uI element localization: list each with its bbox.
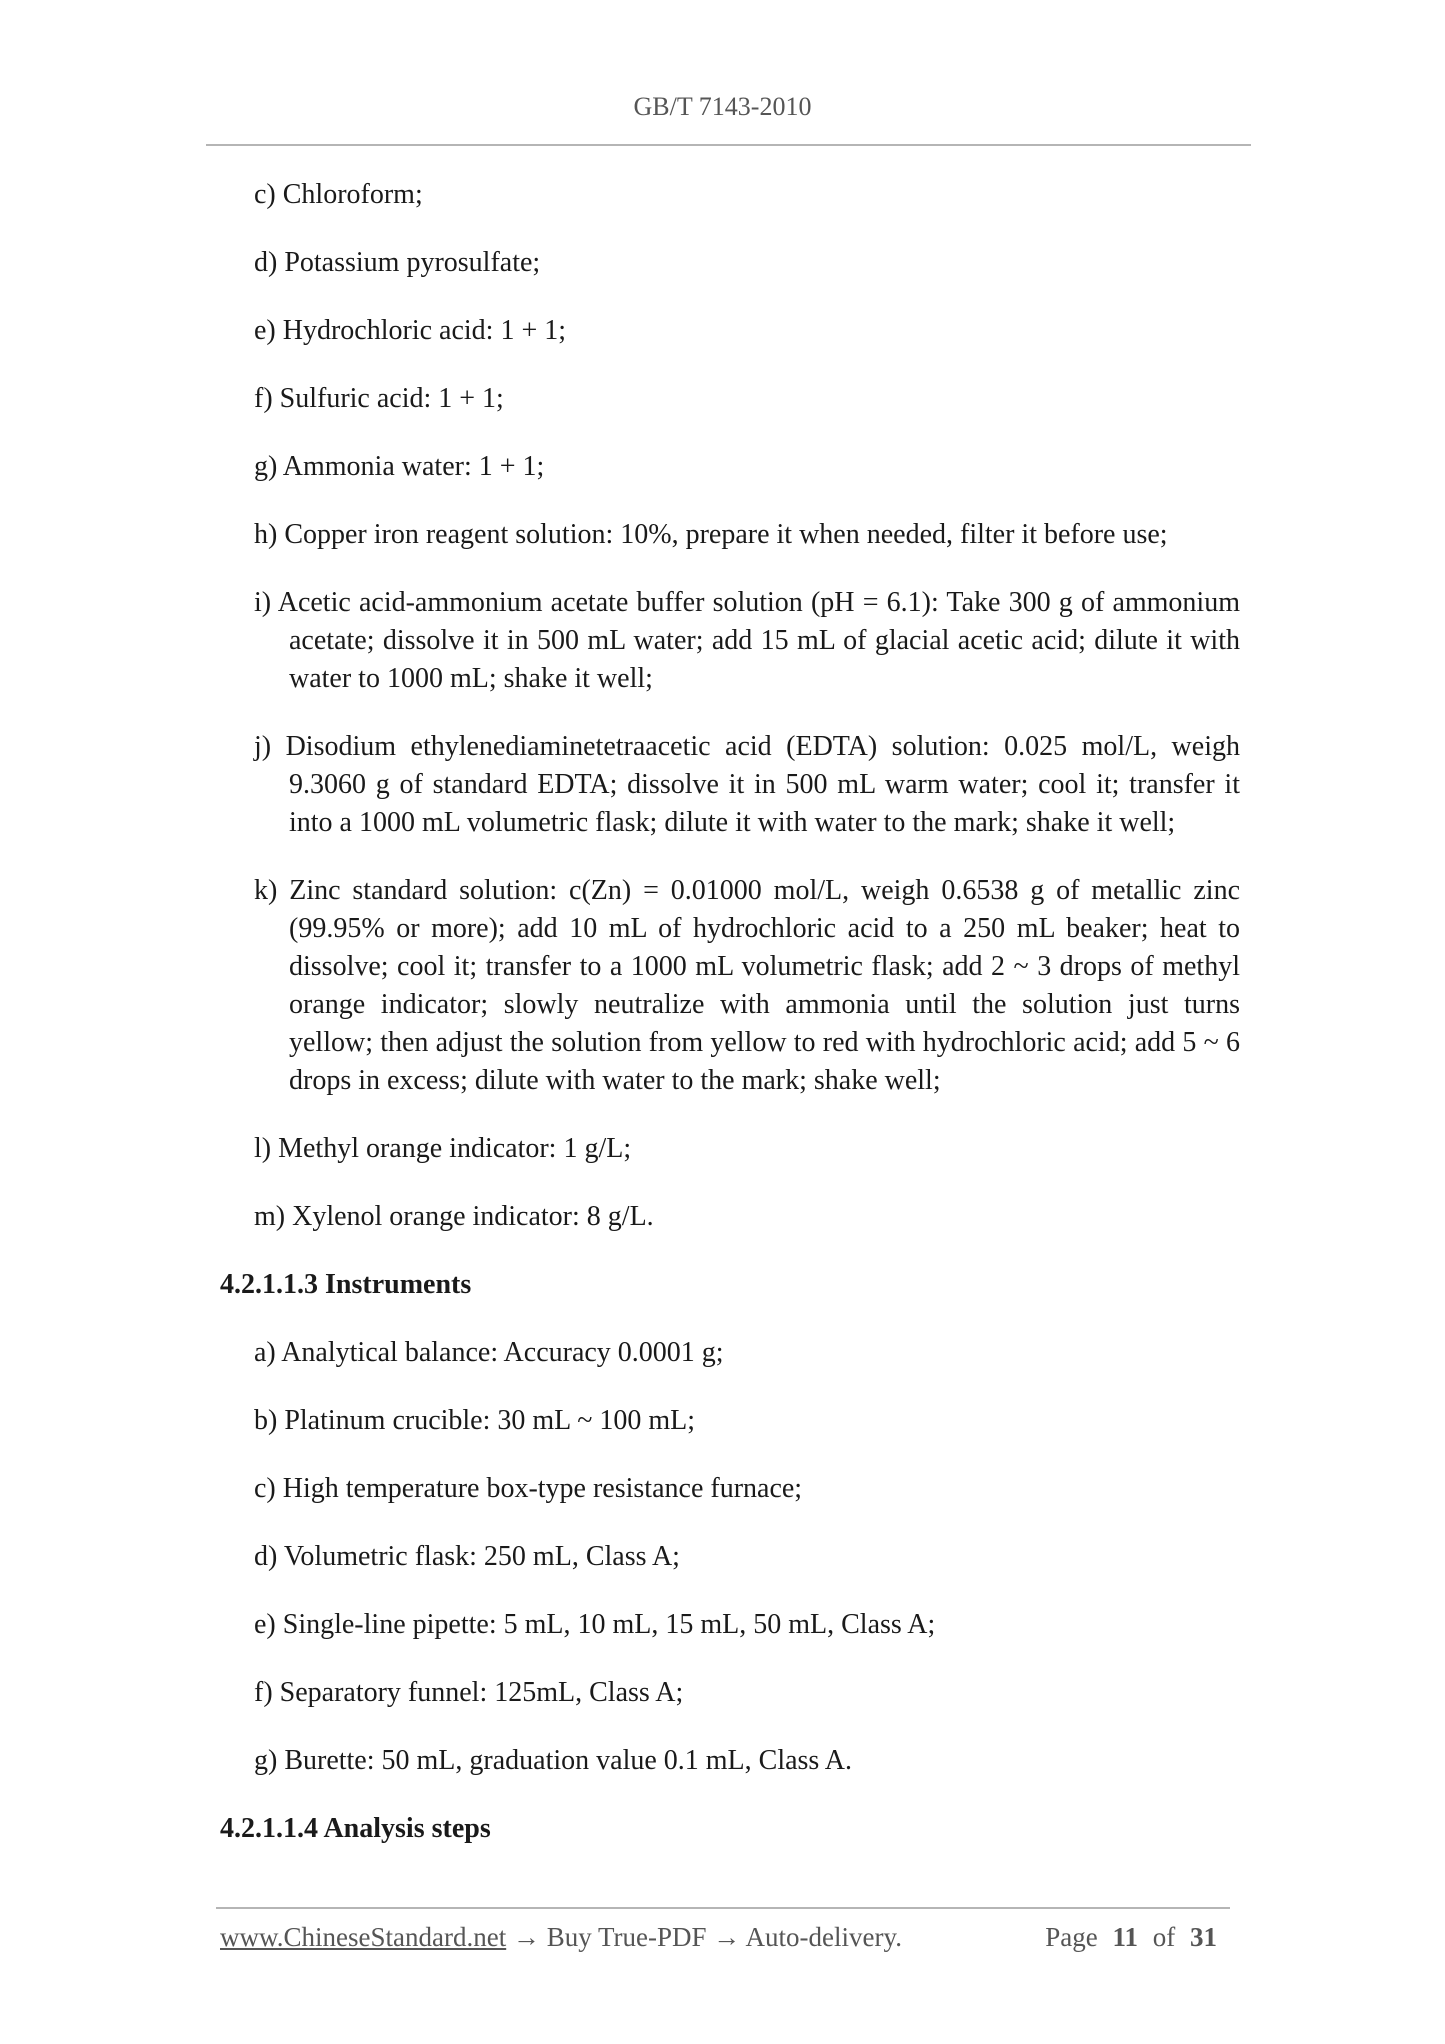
reagent-item-d: d) Potassium pyrosulfate;	[254, 247, 541, 278]
instrument-item-c: c) High temperature box-type resistance furnace;	[254, 1473, 803, 1504]
arrow-icon: →	[713, 1922, 741, 1952]
footer-left	[220, 1922, 902, 1953]
reagent-item-e: e) Hydrochloric acid: 1 + 1;	[254, 315, 567, 346]
header-divider	[206, 144, 1251, 146]
page-total: 31	[1190, 1922, 1217, 1952]
page-indicator	[1045, 1922, 1225, 1953]
arrow-icon: →	[512, 1922, 540, 1952]
document-body	[220, 176, 1240, 1878]
instrument-item-e: e) Single-line pipette: 5 mL, 10 mL, 15 mL, 50 mL, Class A;	[254, 1609, 936, 1640]
instrument-item-b: b) Platinum crucible: 30 mL ~ 100 mL;	[254, 1405, 696, 1436]
analysis-steps-heading: 4.2.1.1.4 Analysis steps	[220, 1813, 491, 1844]
document-header-title: GB/T 7143-2010	[633, 92, 812, 121]
buy-true-pdf-text: Buy True-PDF	[546, 1922, 707, 1952]
chinese-standard-link[interactable]: www.ChineseStandard.net	[220, 1922, 507, 1952]
instrument-item-g: g) Burette: 50 mL, graduation value 0.1 mL, Class A.	[254, 1745, 853, 1776]
reagent-item-f: f) Sulfuric acid: 1 + 1;	[254, 383, 504, 414]
reagent-item-i: i) Acetic acid-ammonium acetate buffer solution (pH = 6.1): Take 300 g of ammonium acetate; dissolve it in 500 mL water; add 15 mL of glacial acetic acid; dilute it with water to 1000 mL; shake it well;	[254, 587, 1240, 694]
reagent-item-k: k) Zinc standard solution: c(Zn) = 0.01000 mol/L, weigh 0.6538 g of metallic zinc (99.95% or more); add 10 mL of hydrochloric acid to a 250 mL beaker; heat to dissolve; cool it; transfer to a 1000 mL volumetric flask; add 2 ~ 3 drops of methyl orange indicator; slowly neutralize with ammonia until the solution just turns yellow; then adjust the solution from yellow to red with hydrochloric acid; add 5 ~ 6 drops in excess; dilute with water to the mark; shake well;	[254, 875, 1240, 1096]
instrument-item-f: f) Separatory funnel: 125mL, Class A;	[254, 1677, 684, 1708]
reagent-item-h: h) Copper iron reagent solution: 10%, prepare it when needed, filter it before use;	[254, 519, 1168, 550]
page-label: Page	[1045, 1922, 1098, 1952]
of-label: of	[1152, 1922, 1176, 1952]
instruments-heading: 4.2.1.1.3 Instruments	[220, 1269, 472, 1300]
reagent-item-l: l) Methyl orange indicator: 1 g/L;	[254, 1133, 632, 1164]
instrument-item-d: d) Volumetric flask: 250 mL, Class A;	[254, 1541, 680, 1572]
reagent-item-c: c) Chloroform;	[254, 179, 423, 210]
reagent-item-j: j) Disodium ethylenediaminetetraacetic acid (EDTA) solution: 0.025 mol/L, weigh 9.3060 g of standard EDTA; dissolve it in 500 mL warm water; cool it; transfer it into a 1000 mL volumetric flask; dilute it with water to the mark; shake it well;	[254, 731, 1240, 838]
reagent-item-m: m) Xylenol orange indicator: 8 g/L.	[254, 1201, 654, 1232]
footer-divider	[216, 1907, 1230, 1909]
instrument-item-a: a) Analytical balance: Accuracy 0.0001 g;	[254, 1337, 724, 1368]
page-footer	[220, 1922, 1225, 1953]
auto-delivery-text: Auto-delivery.	[745, 1922, 902, 1952]
page-number: 11	[1112, 1922, 1138, 1952]
reagent-item-g: g) Ammonia water: 1 + 1;	[254, 451, 545, 482]
